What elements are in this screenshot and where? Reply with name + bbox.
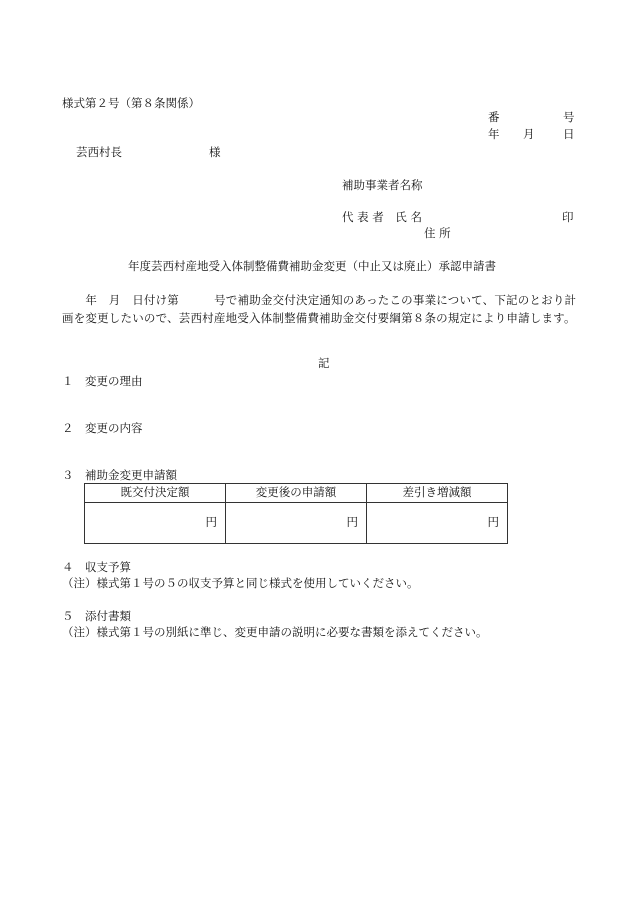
- representative-label: 代 表 者 氏 名: [342, 210, 422, 224]
- address-label: 住 所: [424, 226, 451, 240]
- section-amount: ３ 補助金変更申請額: [62, 468, 177, 482]
- budget-note: （注）様式第１号の５の収支予算と同じ様式を使用していください。: [62, 576, 419, 590]
- cell-approved-yen: 円: [85, 503, 226, 544]
- business-name-label: 補助事業者名称: [342, 178, 423, 192]
- addressee-name: 芸西村長: [76, 145, 122, 159]
- table-row: [85, 503, 508, 544]
- cell-revised-yen: 円: [226, 503, 367, 544]
- number-label: 番: [488, 110, 500, 124]
- form-title: 様式第２号（第８条関係）: [62, 96, 200, 110]
- date-year: 年: [488, 127, 500, 141]
- header-revised-amount: 変更後の申請額: [226, 484, 367, 503]
- body-paragraph: 年 月 日付け第 号で補助金交付決定通知のあったこの事業について、下記のとおり計画を変更したいので、芸西村産地受入体制整備費補助金交付要綱第８条の規定により申請します。: [62, 293, 577, 325]
- table-header-row: [85, 484, 508, 503]
- section-budget: ４ 収支予算: [62, 560, 131, 574]
- header-difference-amount: 差引き増減額: [367, 484, 508, 503]
- amount-table: [84, 483, 508, 544]
- cell-difference-yen: 円: [367, 503, 508, 544]
- addressee-honorific: 様: [209, 145, 221, 159]
- header-approved-amount: 既交付決定額: [85, 484, 226, 503]
- section-attachments: ５ 添付書類: [62, 609, 131, 623]
- section-change-content: ２ 変更の内容: [62, 421, 143, 435]
- ki-heading: 記: [318, 356, 330, 370]
- section-change-reason: １ 変更の理由: [62, 374, 143, 388]
- number-suffix: 号: [563, 110, 575, 124]
- attachments-note: （注）様式第１号の別紙に準じ、変更申請の説明に必要な書類を添えてください。: [62, 625, 488, 639]
- seal-label: 印: [562, 210, 574, 224]
- document-title: 年度芸西村産地受入体制整備費補助金変更（中止又は廃止）承認申請書: [128, 259, 496, 273]
- date-month: 月: [523, 127, 535, 141]
- date-day: 日: [563, 127, 575, 141]
